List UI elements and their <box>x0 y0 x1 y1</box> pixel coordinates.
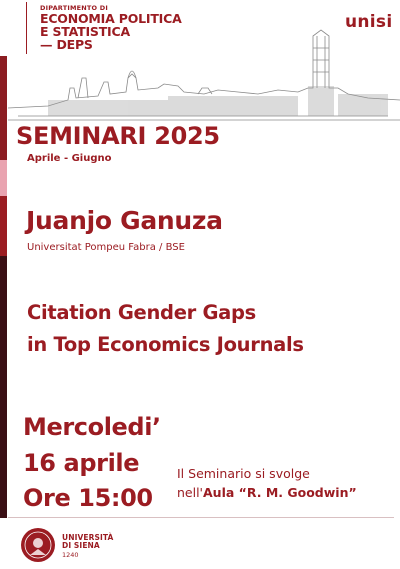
department-name-line2: E STATISTICA <box>40 24 130 39</box>
university-name-line1: UNIVERSITÀ <box>62 533 114 542</box>
seminar-date: 16 aprile <box>23 449 140 477</box>
university-name-line2: DI SIENA <box>62 541 100 550</box>
talk-title-line1: Citation Gender Gaps <box>27 301 256 324</box>
left-band-pink <box>0 160 7 196</box>
venue-intro: Il Seminario si svolge <box>177 466 310 481</box>
seminar-day: Mercoledi’ <box>23 413 161 441</box>
left-band-dark <box>0 256 7 518</box>
talk-title-line2: in Top Economics Journals <box>27 333 304 356</box>
siena-skyline-illustration <box>8 28 400 124</box>
department-name-line3: — DEPS <box>40 37 93 52</box>
left-band-top <box>0 0 7 56</box>
venue-room: Aula “R. M. Goodwin” <box>203 485 357 500</box>
left-band-red <box>0 56 7 160</box>
speaker-name: Juanjo Ganuza <box>26 206 223 235</box>
department-name-line1: ECONOMIA POLITICA <box>40 11 182 26</box>
seminar-time: Ore 15:00 <box>23 484 153 512</box>
venue-prefix: nell' <box>177 485 203 500</box>
series-period: Aprile - Giugno <box>27 153 112 164</box>
university-seal-icon <box>20 527 56 563</box>
footer-divider <box>8 517 394 518</box>
left-band-crimson <box>0 196 7 256</box>
venue-location <box>177 485 357 500</box>
speaker-affiliation: Universitat Pompeu Fabra / BSE <box>27 242 185 253</box>
department-prefix: DIPARTIMENTO DI <box>40 4 108 12</box>
university-founding-year: 1240 <box>62 551 79 559</box>
unisi-logo: unisi <box>345 12 393 32</box>
series-title: SEMINARI 2025 <box>16 122 220 150</box>
